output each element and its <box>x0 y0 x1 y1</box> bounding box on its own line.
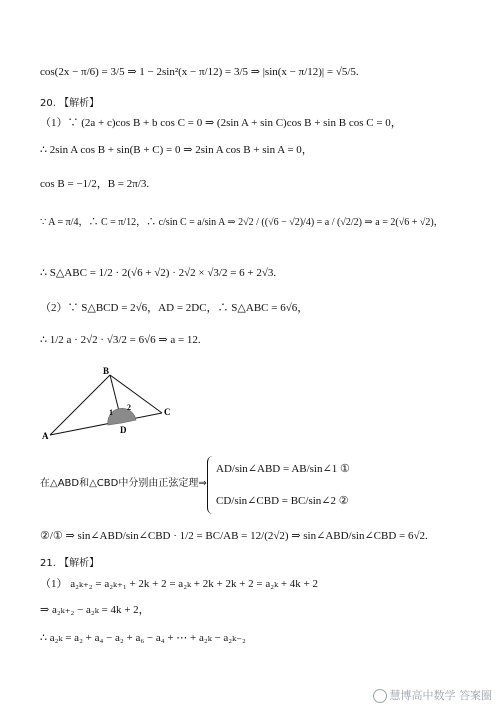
line-20-2: ∴ 2sin A cos B + sin(B + C) = 0 ⇒ 2sin A cos B + sin A = 0， <box>40 144 313 156</box>
line-20-7: ∴ 1/2 a · 2√2 · √3/2 = 6√6 ⇒ a = 12. <box>40 334 201 346</box>
line-20-6: （2）∵ S△BCD = 2√6，AD = 2DC，∴ S△ABC = 6√6， <box>40 302 309 314</box>
line-20-5: ∴ S△ABC = 1/2 · 2(√6 + √2) · 2√2 × √3/2 = 6 + 2√3. <box>40 267 277 279</box>
line-21-3: ∴ a₂ₖ = a₂ + a₄ − a₂ + a₆ − a₄ + ⋯ + a₂ₖ − a₂ₖ₋₂ <box>40 632 246 644</box>
equation-2: CD/sin∠CBD = BC/sin∠2 ② <box>216 495 349 507</box>
watermark <box>373 687 493 703</box>
label-B: B <box>103 366 110 376</box>
triangle-figure <box>40 365 240 455</box>
line-cos-identity: cos(2x − π/6) = 3/5 ⇒ 1 − 2sin²(x − π/12) = 3/5 ⇒ |sin(x − π/12)| = √5/5. <box>40 66 359 78</box>
label-angle-1: 1 <box>109 408 113 417</box>
line-sine-law-intro: 在△ABD和△CBD中分别由正弦定理⇒ <box>40 478 207 489</box>
equation-1: AD/sin∠ABD = AB/sin∠1 ① <box>216 463 350 475</box>
system-brace <box>207 456 216 514</box>
line-20-1: （1）∵ (2a + c)cos B + b cos C = 0 ⇒ (2sin A + sin C)cos B + sin B cos C = 0， <box>40 117 402 129</box>
heading-21: 21. 【解析】 <box>40 558 100 569</box>
watermark-text: 慧博高中数学 答案圈 <box>389 689 492 702</box>
label-A: A <box>42 431 49 441</box>
wechat-icon <box>373 689 387 703</box>
line-ratio: ②/① ⇒ sin∠ABD/sin∠CBD · 1/2 = BC/AB = 12/(2√2) ⇒ sin∠ABD/sin∠CBD = 6√2. <box>40 530 428 542</box>
line-21-2: ⇒ a₂ₖ₊₂ − a₂ₖ = 4k + 2， <box>40 604 150 616</box>
line-21-1: （1） a₂ₖ₊₂ = a₂ₖ₊₁ + 2k + 2 = a₂ₖ + 2k + 2k + 2 = a₂ₖ + 4k + 2 <box>40 578 318 590</box>
heading-20: 20. 【解析】 <box>40 98 100 109</box>
line-20-4: ∵ A = π/4，∴ C = π/12，∴ c/sin C = a/sin A ⇒ 2√2 / ((√6 − √2)/4) = a / (√2/2) ⇒ a = 2(√6 + √2)， <box>40 217 444 228</box>
label-D: D <box>120 425 127 435</box>
label-angle-2: 2 <box>127 403 131 412</box>
line-20-3: cos B = −1/2，B = 2π/3. <box>40 178 150 190</box>
label-C: C <box>164 407 171 417</box>
